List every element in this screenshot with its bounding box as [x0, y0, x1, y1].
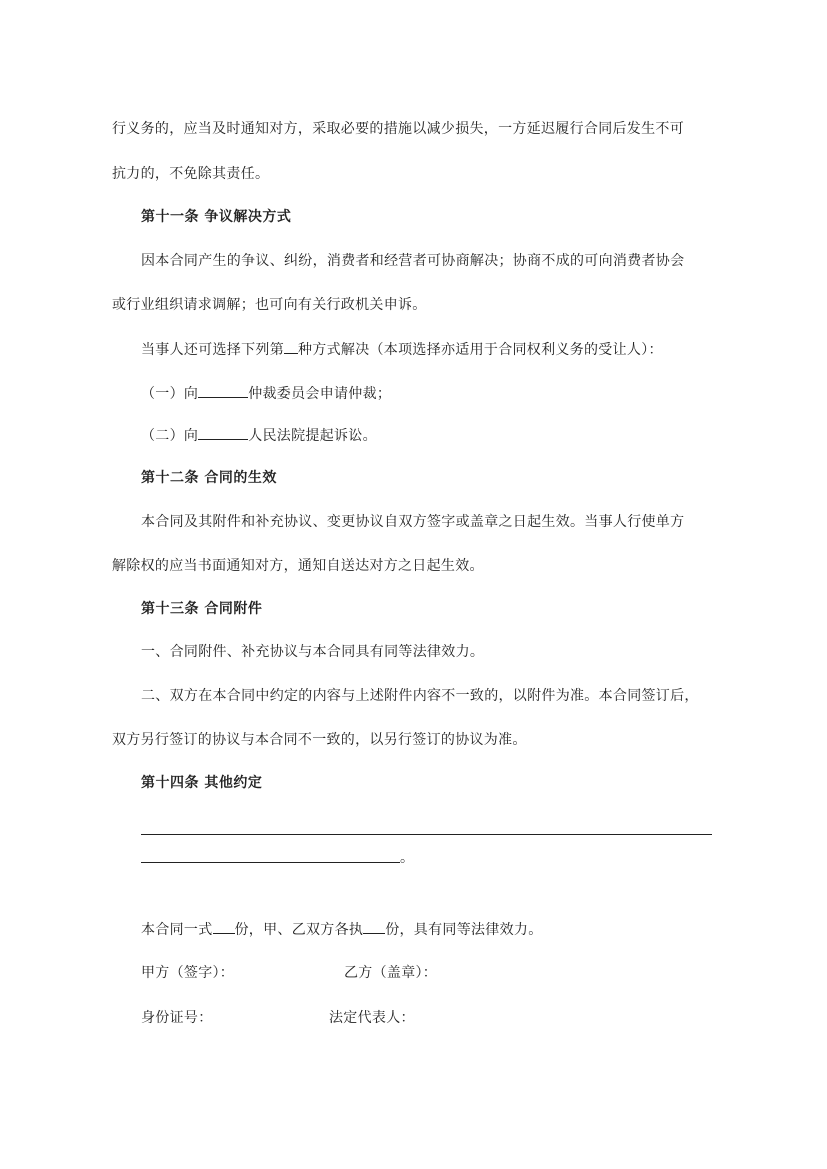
paragraph-line: 因本合同产生的争议、纠纷，消费者和经营者可协商解决；协商不成的可向消费者协会	[141, 253, 685, 269]
court-blank	[198, 425, 248, 440]
arbitration-committee-blank	[198, 383, 248, 398]
paragraph-line: 二、双方在本合同中约定的内容与上述附件内容不一致的，以附件为准。本合同签订后，	[141, 688, 699, 704]
paragraph-line: 抗力的，不免除其责任。	[112, 166, 270, 182]
paragraph-line: 解除权的应当书面通知对方，通知自送达对方之日起生效。	[112, 558, 484, 574]
article-11-title: 第十一条 争议解决方式	[141, 209, 292, 225]
party-a-signature-label: 甲方（签字）：	[141, 965, 235, 981]
article-14-title: 第十四条 其他约定	[141, 775, 263, 791]
option-1-prefix: （一）向	[141, 386, 199, 402]
party-b-seal-label: 乙方（盖章）：	[344, 965, 438, 981]
paragraph-line: 一、合同附件、补充协议与本合同具有同等法律效力。	[141, 644, 485, 660]
copies-line	[141, 919, 543, 940]
paragraph-line: 行义务的，应当及时通知对方，采取必要的措施以减少损失，一方延迟履行合同后发生不可	[112, 121, 684, 137]
fill-in-period: 。	[400, 850, 414, 866]
paragraph-line: 或行业组织请求调解；也可向有关行政机关申诉。	[112, 297, 427, 313]
article-13-title: 第十三条 合同附件	[141, 601, 263, 617]
option-court-line	[141, 425, 377, 446]
legal-representative-label: 法定代表人：	[329, 1010, 415, 1026]
copies-text-a: 本合同一式	[141, 922, 213, 938]
option-1-suffix: 仲裁委员会申请仲裁；	[248, 386, 392, 402]
paragraph-line: 本合同及其附件和补充协议、变更协议自双方签字或盖章之日起生效。当事人行使单方	[141, 514, 685, 530]
id-number-label: 身份证号：	[141, 1010, 213, 1026]
paragraph-line: 双方另行签订的协议与本合同不一致的，以另行签订的协议为准。	[112, 732, 527, 748]
option-2-suffix: 人民法院提起诉讼。	[248, 428, 377, 444]
article-12-title: 第十二条 合同的生效	[141, 470, 277, 486]
option-2-prefix: （二）向	[141, 428, 199, 444]
dispute-method-text-a: 当事人还可选择下列第	[141, 342, 284, 358]
copies-text-b: 份，甲、乙双方各执	[234, 922, 364, 938]
each-party-copies-blank	[363, 919, 385, 934]
fill-in-line	[141, 862, 400, 863]
total-copies-blank	[213, 919, 235, 934]
dispute-method-line	[141, 339, 663, 360]
copies-text-c: 份，具有同等法律效力。	[385, 922, 543, 938]
dispute-method-text-b: 种方式解决（本项选择亦适用于合同权利义务的受让人）：	[298, 342, 663, 358]
fill-in-line	[141, 834, 712, 835]
method-number-blank	[284, 339, 298, 354]
option-arbitration-line	[141, 383, 391, 404]
